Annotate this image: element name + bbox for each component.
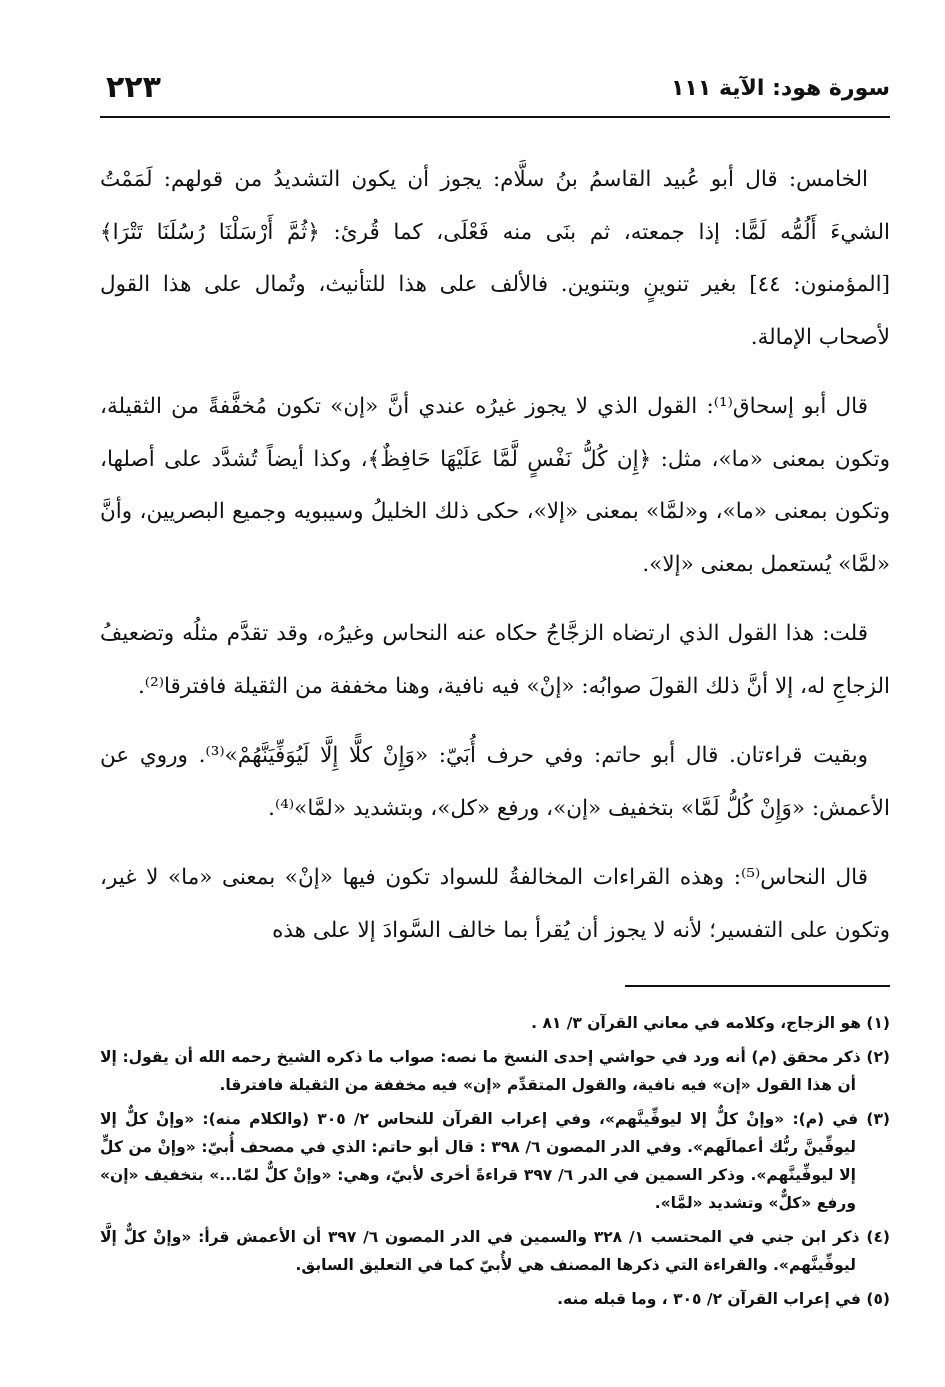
paragraph: قال النحاس⁽⁵⁾: وهذه القراءات المخالفةُ للسواد تكون فيها «إنْ» بمعنى «ما» لا غير، وتكون على التفسير؛ لأنه لا يجوز أن يُقرأ بما خالف السَّوادَ إلا على هذه — [100, 865, 890, 943]
footnotes — [100, 1009, 890, 1313]
footnote: (٥) في إعراب القرآن ٢/ ٣٠٥ ، وما قبله منه. — [557, 1290, 890, 1308]
page-number: ٢٢٣ — [106, 70, 161, 105]
footnote: (٤) ذكر ابن جني في المحتسب ١/ ٣٢٨ والسمين في الدر المصون ٦/ ٣٩٧ أن الأعمش قرأ: «وإنْ كلٌّ إلَّا ليوفِّينَّهم». والقراءة التي ذكرها المصنف هي لأُبيّ كما في التعليق السابق. — [100, 1228, 890, 1274]
footnote-separator — [625, 985, 890, 987]
paragraph: وبقيت قراءتان. قال أبو حاتم: وفي حرف أُبَيّ: «وَإِنْ كلًّا إِلَّا لَيُوَفِّيَنَّهُمْ»⁽³⁾. وروي عن الأعمش: «وَإِنْ كُلُّ لَمَّا» بتخفيف «إن»، ورفع «كل»، وبتشديد «لمَّا»⁽⁴⁾. — [100, 743, 890, 821]
paragraph: الخامس: قال أبو عُبيد القاسمُ بنُ سلَّام: يجوز أن يكون التشديدُ من قولهم: لَمَمْتُ الشيءَ أَلُمُّه لَمًّا: إذا جمعته، ثم بنَى منه فَعْلَى، كما قُرئ: ﴿ثُمَّ أَرْسَلْنَا رُسُلَنَا تَتْرَا﴾ [المؤمنون: ٤٤] بغير تنوينٍ وبتنوين. فالألف على هذا للتأنيث، وتُمال على هذا القول لأصحاب الإمالة. — [100, 167, 891, 350]
running-title: سورة هود: الآية ١١١ — [670, 76, 890, 101]
footnote: (٣) في (م): «وإنْ كلٌّ إلا ليوفِّينَّهم»، وفي إعراب القرآن للنحاس ٢/ ٣٠٥ (والكلام منه): «وإنْ كلٌّ إلا ليوفِّينَّ ربُّك أعمالَهم». وفي الدر المصون ٦/ ٣٩٨ : قال أبو حاتم: الذي في مصحف أُبيّ: «وإنْ من كلٍّ إلا ليوفِّينَّهم». وذكر السمين في الدر ٦/ ٣٩٧ قراءةً أخرى لأبيّ، وهي: «وإنْ كلٌّ لمّا...» بتخفيف «إن» ورفع «كلٌّ» وتشديد «لمَّا». — [100, 1110, 891, 1212]
page-header — [100, 60, 890, 118]
main-text — [100, 154, 890, 957]
paragraph: قال أبو إسحاق⁽¹⁾: القول الذي لا يجوز غيرُه عندي أنَّ «إن» تكون مُخفَّفةً من الثقيلة، وتكون بمعنى «ما»، مثل: ﴿إِن كُلُّ نَفْسٍ لَّمَّا عَلَيْهَا حَافِظٌ﴾، وكذا أيضاً تُشدَّد على أصلها، وتكون بمعنى «ما»، و«لمَّا» بمعنى «إلا»، حكى ذلك الخليلُ وسيبويه وجميع البصريين، وأنَّ «لمَّا» يُستعمل بمعنى «إلا». — [100, 394, 890, 577]
footnote: (١) هو الزجاج، وكلامه في معاني القرآن ٣/ ٨١ . — [531, 1014, 890, 1032]
book-page — [100, 60, 890, 1360]
footnote: (٢) ذكر محقق (م) أنه ورد في حواشي إحدى النسخ ما نصه: صواب ما ذكره الشيخ رحمه الله أن يقول: إلا أن هذا القول «إن» فيه نافية، والقول المتقدِّم «إن» فيه مخففة من الثقيلة فافترقا. — [100, 1048, 890, 1094]
paragraph: قلت: هذا القول الذي ارتضاه الزجَّاجُ حكاه عنه النحاس وغيرُه، وقد تقدَّم مثلُه وتضعيفُ الزجاجِ له، إلا أنَّ ذلك القولَ صوابُه: «إنْ» فيه نافية، وهنا مخففة من الثقيلة فافترقا⁽²⁾. — [100, 621, 890, 699]
